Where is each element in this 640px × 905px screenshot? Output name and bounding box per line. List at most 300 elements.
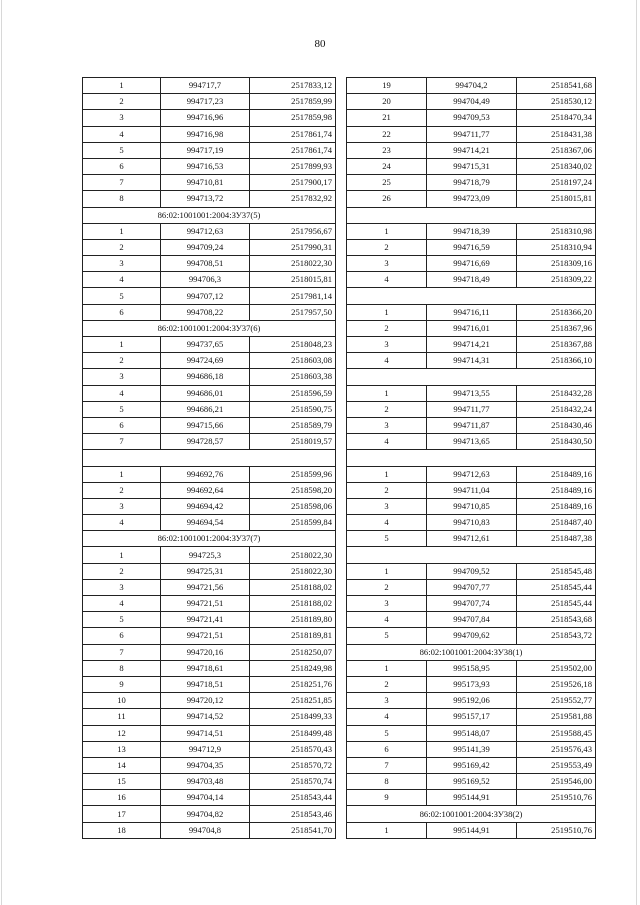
y-coordinate-cell: 2518603,08: [250, 353, 336, 369]
y-coordinate-cell: 2518599,96: [250, 466, 336, 482]
y-coordinate-cell: 2518310,94: [517, 239, 596, 255]
table-row: [83, 401, 336, 417]
x-coordinate-cell: 994716,96: [161, 110, 250, 126]
blank-cell: [347, 207, 596, 223]
x-coordinate-cell: 995169,52: [427, 774, 517, 790]
point-number-cell: 8: [83, 191, 161, 207]
x-coordinate-cell: 994716,01: [427, 320, 517, 336]
x-coordinate-cell: 994707,77: [427, 579, 517, 595]
table-row: [347, 482, 596, 498]
point-number-cell: 2: [347, 676, 427, 692]
y-coordinate-cell: 2518309,16: [517, 256, 596, 272]
point-number-cell: 6: [83, 304, 161, 320]
x-coordinate-cell: 995158,95: [427, 660, 517, 676]
y-coordinate-cell: 2518019,57: [250, 434, 336, 450]
point-number-cell: 4: [347, 353, 427, 369]
x-coordinate-cell: 994717,23: [161, 94, 250, 110]
point-number-cell: 2: [83, 353, 161, 369]
y-coordinate-cell: 2518489,16: [517, 498, 596, 514]
table-row: [83, 78, 336, 94]
table-row: [347, 337, 596, 353]
table-separator-row: [347, 547, 596, 563]
point-number-cell: 4: [347, 709, 427, 725]
y-coordinate-cell: 2518596,59: [250, 385, 336, 401]
y-coordinate-cell: 2518570,74: [250, 774, 336, 790]
point-number-cell: 2: [83, 482, 161, 498]
y-coordinate-cell: 2519553,49: [517, 757, 596, 773]
y-coordinate-cell: 2518543,72: [517, 628, 596, 644]
x-coordinate-cell: 995144,91: [427, 822, 517, 838]
x-coordinate-cell: 994704,14: [161, 790, 250, 806]
x-coordinate-cell: 994686,18: [161, 369, 250, 385]
y-coordinate-cell: 2518189,81: [250, 628, 336, 644]
point-number-cell: 2: [347, 239, 427, 255]
x-coordinate-cell: 994704,8: [161, 822, 250, 838]
point-number-cell: 1: [347, 223, 427, 239]
x-coordinate-cell: 994710,81: [161, 175, 250, 191]
x-coordinate-cell: 994714,52: [161, 709, 250, 725]
y-coordinate-cell: 2518570,43: [250, 741, 336, 757]
x-coordinate-cell: 994711,77: [427, 126, 517, 142]
table-separator-row: [347, 288, 596, 304]
y-coordinate-cell: 2517833,12: [250, 78, 336, 94]
table-row: [347, 531, 596, 547]
y-coordinate-cell: 2518541,70: [250, 822, 336, 838]
point-number-cell: 5: [347, 725, 427, 741]
table-row: [347, 320, 596, 336]
x-coordinate-cell: 994725,31: [161, 563, 250, 579]
y-coordinate-cell: 2517859,98: [250, 110, 336, 126]
x-coordinate-cell: 994707,84: [427, 612, 517, 628]
x-coordinate-cell: 994737,65: [161, 337, 250, 353]
table-row: [347, 78, 596, 94]
table-row: [83, 709, 336, 725]
y-coordinate-cell: 2518367,06: [517, 142, 596, 158]
point-number-cell: 3: [347, 498, 427, 514]
point-number-cell: 3: [83, 579, 161, 595]
point-number-cell: 7: [83, 644, 161, 660]
y-coordinate-cell: 2518189,80: [250, 612, 336, 628]
point-number-cell: 3: [83, 256, 161, 272]
table-row: [347, 142, 596, 158]
point-number-cell: 5: [83, 401, 161, 417]
table-separator-row: [347, 369, 596, 385]
y-coordinate-cell: 2518340,02: [517, 158, 596, 174]
y-coordinate-cell: 2518430,50: [517, 434, 596, 450]
y-coordinate-cell: 2518015,81: [517, 191, 596, 207]
x-coordinate-cell: 994704,82: [161, 806, 250, 822]
y-coordinate-cell: 2518489,16: [517, 466, 596, 482]
y-coordinate-cell: 2519510,76: [517, 822, 596, 838]
y-coordinate-cell: 2517861,74: [250, 142, 336, 158]
table-row: [83, 94, 336, 110]
point-number-cell: 18: [83, 822, 161, 838]
table-row: [83, 822, 336, 838]
table-row: [83, 660, 336, 676]
y-coordinate-cell: 2518022,30: [250, 547, 336, 563]
y-coordinate-cell: 2517956,67: [250, 223, 336, 239]
table-row: [83, 579, 336, 595]
x-coordinate-cell: 994706,3: [161, 272, 250, 288]
y-coordinate-cell: 2517990,31: [250, 239, 336, 255]
table-section-header: [83, 207, 336, 223]
x-coordinate-cell: 994713,55: [427, 385, 517, 401]
x-coordinate-cell: 994709,52: [427, 563, 517, 579]
table-row: [347, 272, 596, 288]
y-coordinate-cell: 2518366,20: [517, 304, 596, 320]
x-coordinate-cell: 994704,49: [427, 94, 517, 110]
y-coordinate-cell: 2518499,33: [250, 709, 336, 725]
table-row: [83, 790, 336, 806]
point-number-cell: 22: [347, 126, 427, 142]
y-coordinate-cell: 2518431,38: [517, 126, 596, 142]
x-coordinate-cell: 994710,85: [427, 498, 517, 514]
point-number-cell: 3: [347, 256, 427, 272]
y-coordinate-cell: 2519526,18: [517, 676, 596, 692]
point-number-cell: 5: [83, 288, 161, 304]
point-number-cell: 2: [347, 579, 427, 595]
x-coordinate-cell: 994718,39: [427, 223, 517, 239]
table-separator-row: [83, 450, 336, 466]
y-coordinate-cell: 2519576,43: [517, 741, 596, 757]
point-number-cell: 16: [83, 790, 161, 806]
y-coordinate-cell: 2518598,06: [250, 498, 336, 514]
table-separator-row: [347, 207, 596, 223]
x-coordinate-cell: 994725,3: [161, 547, 250, 563]
y-coordinate-cell: 2518598,20: [250, 482, 336, 498]
table-row: [347, 709, 596, 725]
table-row: [347, 466, 596, 482]
x-coordinate-cell: 994723,09: [427, 191, 517, 207]
table-row: [347, 239, 596, 255]
x-coordinate-cell: 994713,65: [427, 434, 517, 450]
table-section-header: [347, 806, 596, 822]
x-coordinate-cell: 994692,76: [161, 466, 250, 482]
table-row: [347, 158, 596, 174]
y-coordinate-cell: 2518432,24: [517, 401, 596, 417]
point-number-cell: 5: [83, 142, 161, 158]
x-coordinate-cell: 994709,24: [161, 239, 250, 255]
table-row: [83, 725, 336, 741]
y-coordinate-cell: 2519581,88: [517, 709, 596, 725]
point-number-cell: 26: [347, 191, 427, 207]
table-row: [83, 304, 336, 320]
y-coordinate-cell: 2517981,14: [250, 288, 336, 304]
x-coordinate-cell: 995144,91: [427, 790, 517, 806]
table-row: [83, 110, 336, 126]
table-row: [83, 272, 336, 288]
y-coordinate-cell: 2518367,96: [517, 320, 596, 336]
table-row: [347, 757, 596, 773]
y-coordinate-cell: 2519546,00: [517, 774, 596, 790]
y-coordinate-cell: 2518543,44: [250, 790, 336, 806]
point-number-cell: 2: [83, 563, 161, 579]
x-coordinate-cell: 994711,77: [427, 401, 517, 417]
y-coordinate-cell: 2518499,48: [250, 725, 336, 741]
point-number-cell: 5: [347, 531, 427, 547]
page-number: 80: [314, 38, 326, 50]
x-coordinate-cell: 994728,57: [161, 434, 250, 450]
point-number-cell: 3: [347, 693, 427, 709]
table-row: [83, 596, 336, 612]
table-row: [83, 256, 336, 272]
parcel-title: 86:02:1001001:2004:ЗУ37(5): [83, 207, 336, 223]
point-number-cell: 9: [83, 676, 161, 692]
y-coordinate-cell: 2519588,45: [517, 725, 596, 741]
point-number-cell: 1: [347, 660, 427, 676]
point-number-cell: 21: [347, 110, 427, 126]
point-number-cell: 12: [83, 725, 161, 741]
coordinates-table-right-body: [347, 78, 596, 839]
y-coordinate-cell: 2518367,88: [517, 337, 596, 353]
point-number-cell: 1: [347, 822, 427, 838]
point-number-cell: 10: [83, 693, 161, 709]
y-coordinate-cell: 2518589,79: [250, 417, 336, 433]
y-coordinate-cell: 2518188,02: [250, 579, 336, 595]
point-number-cell: 4: [83, 385, 161, 401]
y-coordinate-cell: 2518430,46: [517, 417, 596, 433]
table-row: [83, 774, 336, 790]
x-coordinate-cell: 994709,62: [427, 628, 517, 644]
table-row: [347, 304, 596, 320]
point-number-cell: 2: [83, 239, 161, 255]
x-coordinate-cell: 994694,54: [161, 515, 250, 531]
point-number-cell: 7: [83, 175, 161, 191]
point-number-cell: 3: [83, 369, 161, 385]
x-coordinate-cell: 994710,83: [427, 515, 517, 531]
y-coordinate-cell: 2518470,34: [517, 110, 596, 126]
parcel-title: 86:02:1001001:2004:ЗУ38(1): [347, 644, 596, 660]
table-row: [347, 417, 596, 433]
y-coordinate-cell: 2518570,72: [250, 757, 336, 773]
table-row: [83, 806, 336, 822]
coordinates-table-left: [82, 77, 336, 839]
x-coordinate-cell: 994703,48: [161, 774, 250, 790]
y-coordinate-cell: 2517900,17: [250, 175, 336, 191]
point-number-cell: 4: [347, 612, 427, 628]
point-number-cell: 4: [83, 126, 161, 142]
table-row: [83, 434, 336, 450]
point-number-cell: 25: [347, 175, 427, 191]
table-row: [83, 126, 336, 142]
table-row: [83, 175, 336, 191]
x-coordinate-cell: 994718,49: [427, 272, 517, 288]
table-row: [347, 822, 596, 838]
blank-cell: [83, 450, 336, 466]
x-coordinate-cell: 994704,35: [161, 757, 250, 773]
x-coordinate-cell: 994712,61: [427, 531, 517, 547]
y-coordinate-cell: 2518599,84: [250, 515, 336, 531]
table-row: [83, 676, 336, 692]
x-coordinate-cell: 994707,74: [427, 596, 517, 612]
point-number-cell: 6: [347, 741, 427, 757]
point-number-cell: 1: [347, 563, 427, 579]
y-coordinate-cell: 2517832,92: [250, 191, 336, 207]
table-row: [347, 353, 596, 369]
point-number-cell: 1: [347, 304, 427, 320]
table-row: [347, 191, 596, 207]
table-row: [347, 175, 596, 191]
blank-cell: [347, 547, 596, 563]
blank-cell: [347, 369, 596, 385]
point-number-cell: 1: [83, 466, 161, 482]
x-coordinate-cell: 994724,69: [161, 353, 250, 369]
point-number-cell: 4: [347, 272, 427, 288]
point-number-cell: 20: [347, 94, 427, 110]
point-number-cell: 3: [83, 110, 161, 126]
point-number-cell: 4: [347, 515, 427, 531]
table-row: [347, 628, 596, 644]
x-coordinate-cell: 995169,42: [427, 757, 517, 773]
x-coordinate-cell: 994717,19: [161, 142, 250, 158]
point-number-cell: 13: [83, 741, 161, 757]
table-row: [347, 774, 596, 790]
x-coordinate-cell: 994711,04: [427, 482, 517, 498]
table-row: [83, 515, 336, 531]
point-number-cell: 2: [347, 320, 427, 336]
point-number-cell: 1: [83, 337, 161, 353]
x-coordinate-cell: 994714,51: [161, 725, 250, 741]
point-number-cell: 2: [347, 482, 427, 498]
point-number-cell: 4: [83, 596, 161, 612]
y-coordinate-cell: 2518249,98: [250, 660, 336, 676]
table-row: [83, 741, 336, 757]
y-coordinate-cell: 2518545,44: [517, 579, 596, 595]
x-coordinate-cell: 994721,51: [161, 628, 250, 644]
y-coordinate-cell: 2518487,38: [517, 531, 596, 547]
table-row: [83, 288, 336, 304]
point-number-cell: 17: [83, 806, 161, 822]
table-row: [347, 94, 596, 110]
x-coordinate-cell: 994692,64: [161, 482, 250, 498]
x-coordinate-cell: 994718,61: [161, 660, 250, 676]
table-row: [83, 417, 336, 433]
table-row: [347, 676, 596, 692]
point-number-cell: 1: [83, 223, 161, 239]
table-row: [83, 142, 336, 158]
point-number-cell: 4: [83, 272, 161, 288]
table-row: [83, 693, 336, 709]
y-coordinate-cell: 2518530,12: [517, 94, 596, 110]
table-row: [83, 644, 336, 660]
point-number-cell: 6: [83, 628, 161, 644]
y-coordinate-cell: 2517859,99: [250, 94, 336, 110]
y-coordinate-cell: 2518188,02: [250, 596, 336, 612]
point-number-cell: 1: [83, 547, 161, 563]
table-row: [347, 498, 596, 514]
table-row: [83, 563, 336, 579]
x-coordinate-cell: 995173,93: [427, 676, 517, 692]
table-row: [347, 110, 596, 126]
table-row: [83, 547, 336, 563]
x-coordinate-cell: 995157,17: [427, 709, 517, 725]
table-row: [347, 725, 596, 741]
table-row: [83, 385, 336, 401]
table-row: [347, 693, 596, 709]
x-coordinate-cell: 994718,79: [427, 175, 517, 191]
x-coordinate-cell: 994707,12: [161, 288, 250, 304]
point-number-cell: 5: [347, 628, 427, 644]
x-coordinate-cell: 994720,16: [161, 644, 250, 660]
table-row: [83, 757, 336, 773]
point-number-cell: 8: [83, 660, 161, 676]
point-number-cell: 19: [347, 78, 427, 94]
y-coordinate-cell: 2518366,10: [517, 353, 596, 369]
table-row: [347, 385, 596, 401]
y-coordinate-cell: 2519502,00: [517, 660, 596, 676]
point-number-cell: 8: [347, 774, 427, 790]
table-section-header: [83, 320, 336, 336]
point-number-cell: 6: [83, 158, 161, 174]
x-coordinate-cell: 994714,31: [427, 353, 517, 369]
point-number-cell: 2: [347, 401, 427, 417]
coordinates-table-right: [346, 77, 596, 839]
x-coordinate-cell: 995141,39: [427, 741, 517, 757]
point-number-cell: 3: [347, 596, 427, 612]
parcel-title: 86:02:1001001:2004:ЗУ38(2): [347, 806, 596, 822]
point-number-cell: 3: [83, 498, 161, 514]
table-row: [347, 563, 596, 579]
point-number-cell: 6: [83, 417, 161, 433]
table-row: [347, 401, 596, 417]
point-number-cell: 14: [83, 757, 161, 773]
table-row: [347, 256, 596, 272]
parcel-title: 86:02:1001001:2004:ЗУ37(6): [83, 320, 336, 336]
table-row: [347, 660, 596, 676]
table-row: [83, 466, 336, 482]
x-coordinate-cell: 994716,53: [161, 158, 250, 174]
x-coordinate-cell: 995148,07: [427, 725, 517, 741]
table-row: [83, 239, 336, 255]
point-number-cell: 7: [347, 757, 427, 773]
x-coordinate-cell: 994694,42: [161, 498, 250, 514]
x-coordinate-cell: 994686,01: [161, 385, 250, 401]
blank-cell: [347, 450, 596, 466]
x-coordinate-cell: 994716,59: [427, 239, 517, 255]
y-coordinate-cell: 2518251,85: [250, 693, 336, 709]
x-coordinate-cell: 994718,51: [161, 676, 250, 692]
y-coordinate-cell: 2518309,22: [517, 272, 596, 288]
y-coordinate-cell: 2518197,24: [517, 175, 596, 191]
y-coordinate-cell: 2518022,30: [250, 256, 336, 272]
x-coordinate-cell: 994711,87: [427, 417, 517, 433]
y-coordinate-cell: 2518545,44: [517, 596, 596, 612]
x-coordinate-cell: 994712,63: [427, 466, 517, 482]
y-coordinate-cell: 2518310,98: [517, 223, 596, 239]
x-coordinate-cell: 994721,51: [161, 596, 250, 612]
point-number-cell: 23: [347, 142, 427, 158]
coordinates-table-left-body: [83, 78, 336, 839]
x-coordinate-cell: 994721,56: [161, 579, 250, 595]
table-row: [83, 191, 336, 207]
x-coordinate-cell: 994715,31: [427, 158, 517, 174]
table-row: [83, 223, 336, 239]
table-row: [347, 579, 596, 595]
y-coordinate-cell: 2518250,07: [250, 644, 336, 660]
y-coordinate-cell: 2517957,50: [250, 304, 336, 320]
y-coordinate-cell: 2518590,75: [250, 401, 336, 417]
x-coordinate-cell: 994708,22: [161, 304, 250, 320]
point-number-cell: 1: [83, 78, 161, 94]
table-row: [347, 126, 596, 142]
y-coordinate-cell: 2519552,77: [517, 693, 596, 709]
y-coordinate-cell: 2518541,68: [517, 78, 596, 94]
table-row: [347, 434, 596, 450]
point-number-cell: 5: [83, 612, 161, 628]
point-number-cell: 1: [347, 466, 427, 482]
parcel-title: 86:02:1001001:2004:ЗУ37(7): [83, 531, 336, 547]
y-coordinate-cell: 2517861,74: [250, 126, 336, 142]
